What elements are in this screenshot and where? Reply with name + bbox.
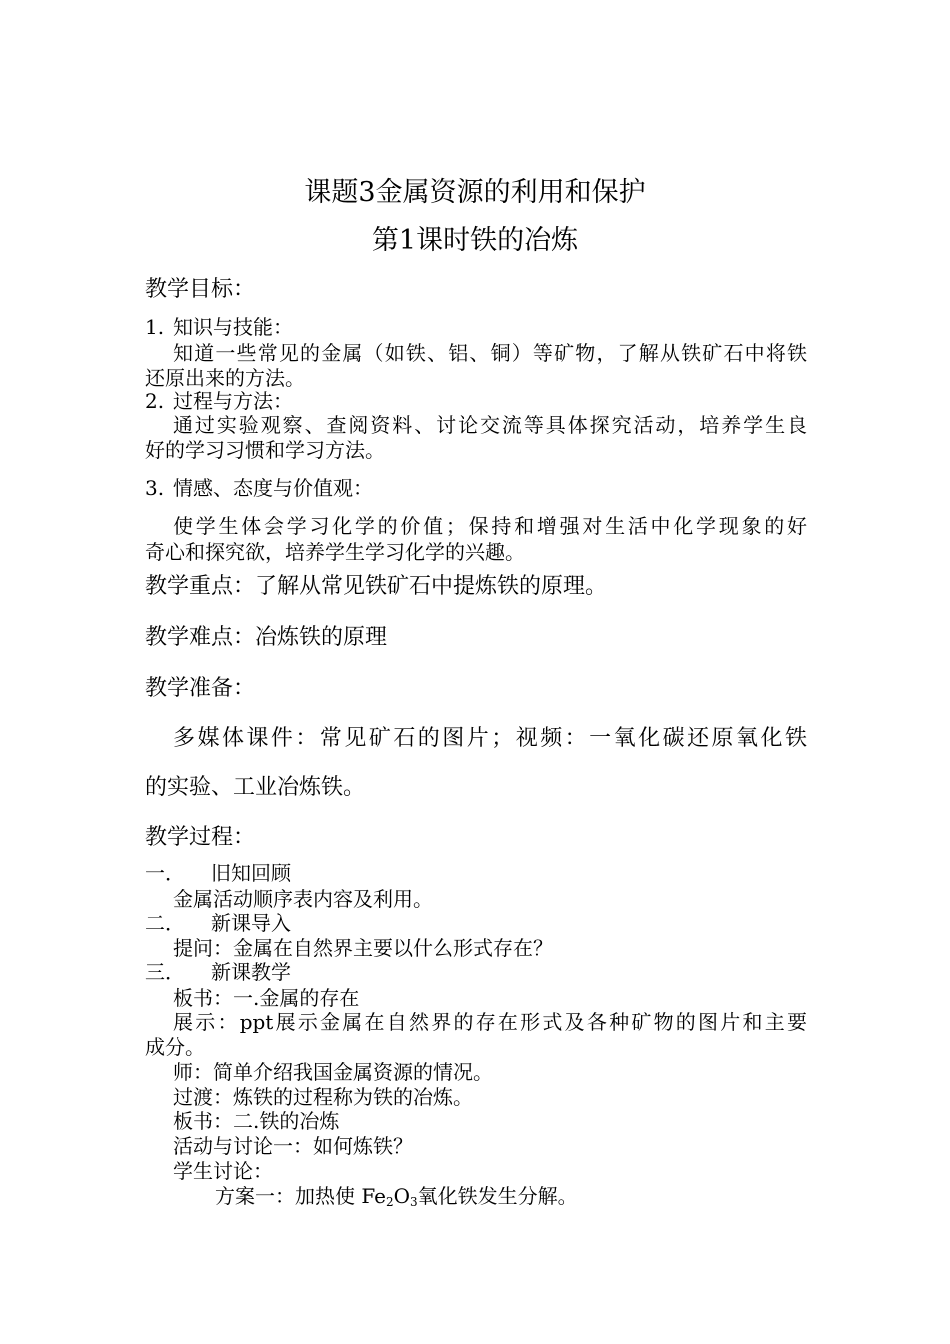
plan-1-subscript-2: 3 bbox=[410, 1195, 418, 1209]
section-1-heading bbox=[145, 857, 291, 886]
activity-heading: 活动与讨论一：如何炼铁？ bbox=[173, 1134, 413, 1158]
section-3-heading bbox=[145, 956, 291, 985]
show-note: 展示：ppt展示金属在自然界的存在形式及各种矿物的图片和主要 bbox=[173, 1010, 807, 1034]
board-note-2: 板书：二.铁的冶炼 bbox=[173, 1109, 340, 1133]
show-note-cont: 成分。 bbox=[145, 1035, 205, 1059]
plan-1-mid: O bbox=[393, 1184, 411, 1208]
section-1-text: 金属活动顺序表内容及利用。 bbox=[173, 887, 433, 911]
plan-1-suffix: 氧化铁发生分解。 bbox=[417, 1184, 578, 1208]
section-1-label: 旧知回顾 bbox=[211, 861, 291, 885]
objective-1-heading bbox=[145, 311, 293, 340]
objective-3-text: 使学生体会学习化学的价值；保持和增强对生活中化学现象的好 bbox=[173, 514, 807, 538]
discussion-label: 学生讨论： bbox=[173, 1159, 273, 1183]
lesson-title: 课题3金属资源的利用和保护 bbox=[304, 177, 646, 208]
objective-2-number: 2. bbox=[145, 389, 165, 413]
objective-3-label: 情感、态度与价值观： bbox=[173, 476, 373, 500]
process-heading: 教学过程： bbox=[145, 825, 256, 850]
section-2-label: 新课导入 bbox=[211, 911, 291, 935]
lesson-subtitle: 第1课时铁的冶炼 bbox=[371, 225, 579, 256]
section-3-label: 新课教学 bbox=[211, 960, 291, 984]
transition-note: 过渡：炼铁的过程称为铁的冶炼。 bbox=[173, 1085, 473, 1109]
plan-1 bbox=[215, 1180, 578, 1209]
key-point: 教学重点：了解从常见铁矿石中提炼铁的原理。 bbox=[145, 574, 608, 599]
objective-2-text-cont: 好的学习习惯和学习方法。 bbox=[145, 438, 385, 462]
preparation-heading: 教学准备： bbox=[145, 676, 256, 701]
objective-1-number: 1. bbox=[145, 315, 165, 339]
objective-2-text: 通过实验观察、查阅资料、讨论交流等具体探究活动，培养学生良 bbox=[173, 413, 807, 437]
section-2-text: 提问：金属在自然界主要以什么形式存在？ bbox=[173, 936, 553, 960]
preparation-text: 多媒体课件：常见矿石的图片；视频：一氧化碳还原氧化铁 bbox=[173, 726, 807, 751]
section-3-number: 三． bbox=[145, 960, 185, 984]
plan-1-prefix: 方案一：加热使 Fe bbox=[215, 1184, 386, 1208]
objective-1-text: 知道一些常见的金属（如铁、铝、铜）等矿物，了解从铁矿石中将铁 bbox=[173, 341, 807, 365]
section-1-number: 一． bbox=[145, 861, 185, 885]
section-2-number: 二． bbox=[145, 911, 185, 935]
plan-1-subscript-1: 2 bbox=[385, 1195, 394, 1209]
board-note-1: 板书：一.金属的存在 bbox=[173, 986, 360, 1010]
objective-2-label: 过程与方法： bbox=[173, 389, 293, 413]
objective-3-heading bbox=[145, 472, 373, 501]
preparation-text-cont: 的实验、工业冶炼铁。 bbox=[145, 775, 366, 800]
objective-1-text-cont: 还原出来的方法。 bbox=[145, 366, 305, 390]
objective-1-label: 知识与技能： bbox=[173, 315, 293, 339]
teacher-note: 师：简单介绍我国金属资源的情况。 bbox=[173, 1060, 493, 1084]
difficult-point: 教学难点：冶炼铁的原理 bbox=[145, 625, 388, 650]
objective-3-text-cont: 奇心和探究欲，培养学生学习化学的兴趣。 bbox=[145, 540, 525, 564]
objectives-heading: 教学目标： bbox=[145, 277, 256, 302]
objective-3-number: 3. bbox=[145, 476, 165, 500]
